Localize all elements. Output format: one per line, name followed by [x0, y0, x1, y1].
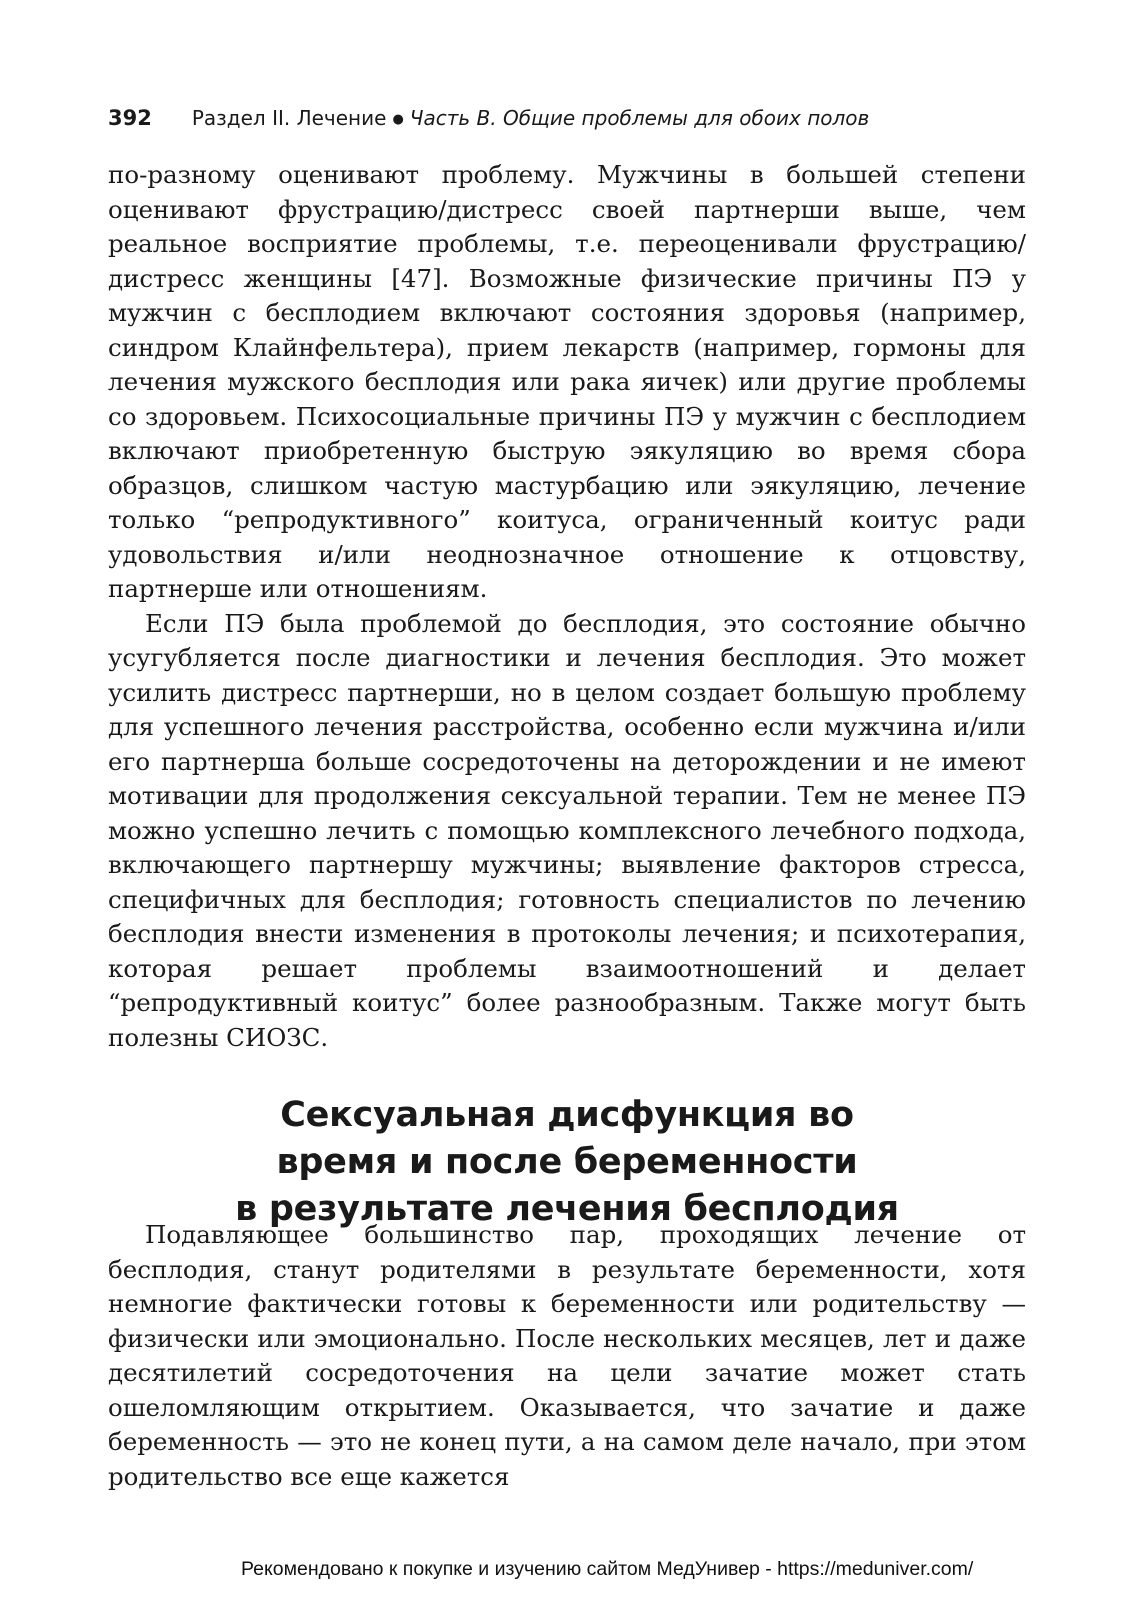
section-label: Раздел II. Лечение — [191, 106, 387, 130]
section-heading-line: время и после беременности — [276, 1142, 858, 1183]
footer-watermark-text: Рекомендовано к покупке и изучению сайтом МедУнивер - https://meduniver.com/ — [241, 1558, 974, 1580]
running-header — [108, 100, 1028, 136]
header-separator-icon: ● — [392, 112, 404, 127]
section-heading-line: в результате лечения бесплодия — [235, 1189, 899, 1230]
paragraph: Подавляющее большинство пар, проходящих лечение от бесплодия, станут родителями в результате беременности, хотя немногие фактически готовы к беременности или родительству — физически или эмоционально. После нескольких месяцев, лет и даже десятилетий сосредоточения на цели зачатие может стать ошеломляющим открытием. Оказывается, что зачатие и даже беременность — это не конец пути, а на самом деле начало, при этом родительство все еще кажется — [108, 1220, 1026, 1491]
body-text-block-1 — [108, 158, 1026, 1055]
section-heading — [108, 1092, 1026, 1233]
body-text-block-2 — [108, 1218, 1026, 1494]
part-label: Часть В. Общие проблемы для обоих полов — [409, 106, 870, 130]
page-number: 392 — [108, 106, 152, 130]
paragraph: Если ПЭ была проблемой до бесплодия, это состояние обычно усугубляется после диагностики и лечения бесплодия. Это может усилить дистресс партнерши, но в целом создает большую проблему для успешного лечения расстройства, особенно если мужчина и/или его партнерша больше сосредоточены на деторождении и не имеют мотивации для продолжения сексуальной терапии. Тем не менее ПЭ можно успешно лечить с помощью комплексного лечебного подхода, включающего партнершу мужчины; выявление факторов стресса, специфичных для бесплодия; готовность специалистов по лечению бесплодия внести изменения в протоколы лечения; и психотерапия, которая решает проблемы взаимоотношений и делает “репродуктивный коитус” более разнообразным. Также могут быть полезны СИОЗС. — [108, 608, 1026, 1052]
section-heading-line: Сексуальная дисфункция во — [280, 1095, 854, 1136]
paragraph-continued: по-разному оценивают проблему. Мужчины в большей степени оценивают фрустрацию/дистресс своей партнерши выше, чем реальное восприятие проблемы, т.е. переоценивали фрустрацию/дистресс женщины [47]. Возможные физические причины ПЭ у мужчин с бесплодием включают состояния здоровья (например, синдром Клайнфельтера), прием лекарств (например, гормоны для лечения мужского бесплодия или рака яичек) или другие проблемы со здоровьем. Психосоциальные причины ПЭ у мужчин с бесплодием включают приобретенную быструю эякуляцию во время сбора образцов, слишком частую мастурбацию или эякуляцию, лечение только “репродуктивного” коитуса, ограниченный коитус ради удовольствия и/или неоднозначное отношение к отцовству, партнерше или отношениям. — [108, 160, 1026, 603]
